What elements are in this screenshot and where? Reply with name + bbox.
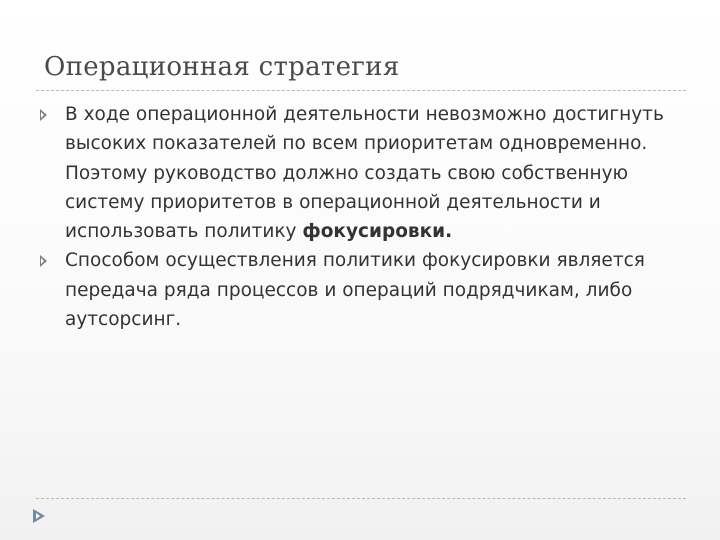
- bullet-item-2: [36, 246, 686, 334]
- triangle-right-icon: [40, 255, 47, 267]
- triangle-right-icon: [40, 109, 47, 121]
- footer-divider: [36, 498, 686, 499]
- bullet-list: [36, 100, 686, 334]
- bullet-item-1: [36, 100, 686, 246]
- bullet-text-2: Способом осуществления политики фокусировки является передача ряда процессов и операций подрядчикам, либо аутсорсинг.: [65, 250, 645, 331]
- bullet-bold-term: фокусировки.: [302, 221, 453, 243]
- chevron-right-icon[interactable]: [30, 507, 48, 525]
- title-divider: [36, 90, 686, 91]
- slide-title: Операционная стратегия: [44, 52, 400, 82]
- bullet-text-1: В ходе операционной деятельности невозможно достигнуть высоких показателей по всем приоритетам одновременно. Поэтому руководство должно создать свою собственную систему приоритетов в операционной деятельности и использовать политику: [65, 104, 664, 243]
